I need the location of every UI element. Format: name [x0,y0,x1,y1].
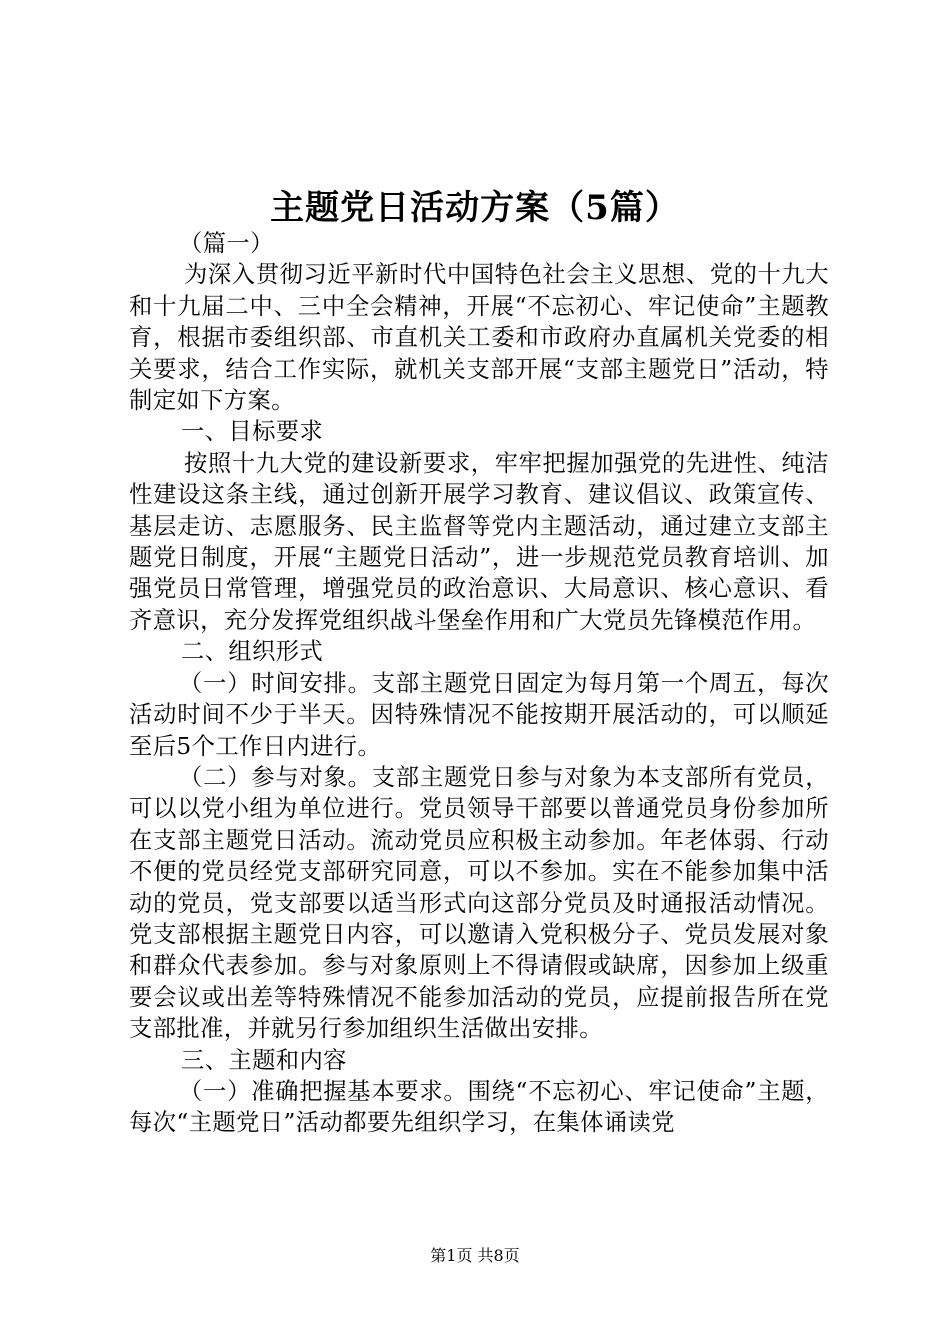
schedule-paragraph: （一）时间安排。支部主题党日固定为每月第一个周五，每次活动时间不少于半天。因特殊情况不能按期开展活动的，可以顺延至后5个工作日内进行。 [129,669,829,760]
participants-paragraph: （二）参与对象。支部主题党日参与对象为本支部所有党员，可以以党小组为单位进行。党员领导干部要以普通党员身份参加所在支部主题党日活动。流动党员应积极主动参加。年老体弱、行动不便的党员经党支部研究同意，可以不参加。实在不能参加集中活动的党员，党支部要以适当形式向这部分党员及时通报活动情况。党支部根据主题党日内容，可以邀请入党积极分子、党员发展对象和群众代表参加。参与对象原则上不得请假或缺席，因参加上级重要会议或出差等特殊情况不能参加活动的党员，应提前报告所在党支部批准，并就另行参加组织生活做出安排。 [129,763,829,1043]
intro-paragraph: 为深入贯彻习近平新时代中国特色社会主义思想、党的十九大和十九届二中、三中全会精神，开展“不忘初心、牢记使命”主题教育，根据市委组织部、市直机关工委和市政府办直属机关党委的相关要求，结合工作实际，就机关支部开展“支部主题党日”活动，特制定如下方案。 [129,261,829,415]
section-heading-theme: 三、主题和内容 [181,1046,347,1074]
section-heading-organization: 二、组织形式 [181,638,324,666]
theme-paragraph: （一）准确把握基本要求。围绕“不忘初心、牢记使命”主题，每次“主题党日”活动都要先组织学习，在集体诵读党 [129,1077,829,1137]
document-body [129,228,829,1139]
document-title: 主题党日活动方案（5篇） [270,188,680,228]
page-footer: 第1页 共8页 [430,1246,520,1265]
section-heading-goals: 一、目标要求 [181,418,324,446]
part-label: （篇一） [179,230,274,257]
goals-paragraph: 按照十九大党的建设新要求，牢牢把握加强党的先进性、纯洁性建设这条主线，通过创新开展学习教育、建议倡议、政策宣传、基层走访、志愿服务、民主监督等党内主题活动，通过建立支部主题党日制度，开展“主题党日活动”，进一步规范党员教育培训、加强党员日常管理，增强党员的政治意识、大局意识、核心意识、看齐意识，充分发挥党组织战斗堡垒作用和广大党员先锋模范作用。 [129,449,829,634]
